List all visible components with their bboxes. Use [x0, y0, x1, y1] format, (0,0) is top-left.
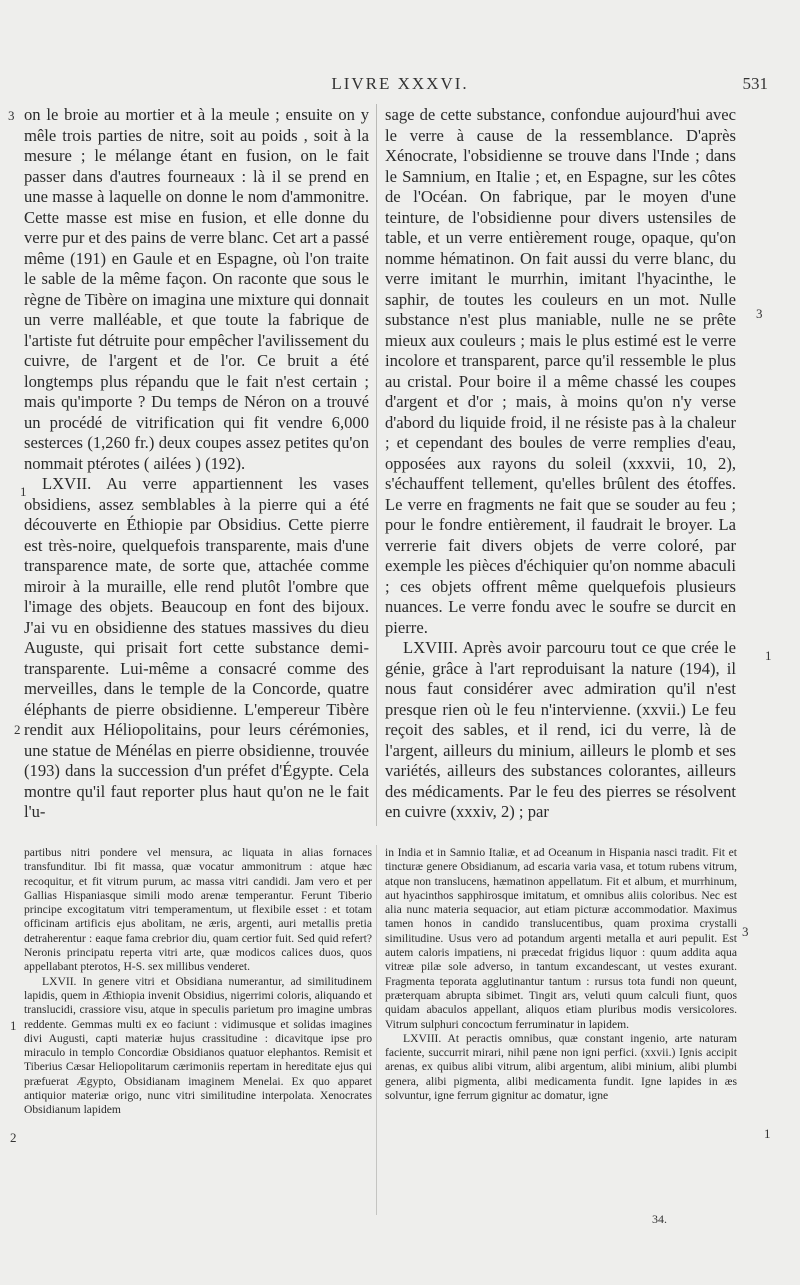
margin-number: 3 — [8, 108, 15, 123]
margin-number: 1 — [10, 1018, 17, 1033]
paragraph: LXVII. Au verre appartiennent les vases obsidiens, assez semblables à la pierre qui a été découverte en Éthiopie par Obsidius. Cette pierre est très-noire, quelquefois transparente, mais d'une transparence mate, de sorte que, attachée comme miroir à la muraille, elle rend plutôt l'ombre que l'image des objets. Beaucoup en font des bijoux. J'ai vu en obsidienne des statues massives du dieu Auguste, qui prisait fort cette substance demi-transparente. Lui-même a consacré comme des merveilles, dans le temple de la Concorde, quatre éléphants de pierre obsidienne. L'empereur Tibère rendit aux Héliopolitains, pour leurs cérémonies, une statue de Ménélas en pierre obsidienne, trouvée (193) dans la succession d'un préfet d'Égypte. Cela montre qu'il faut reporter plus haut qu'on ne le fait l'u- — [24, 474, 369, 821]
french-column-left — [24, 105, 369, 823]
column-divider — [376, 104, 377, 826]
signature-mark: 34. — [652, 1212, 667, 1226]
paragraph: LXVII. In genere vitri et Obsidiana numerantur, ad similitudinem lapidis, quem in Æthiopia invenit Obsidius, nigerrimi coloris, aliquando et translucidi, crassiore visu, atque in speculis parietum pro imagine umbras reddente. Gemmas multi ex eo faciunt : vidimusque et solidas imagines divi Augusti, capti materiæ hujus crassitudine : dicavitque ipse pro miraculo in templo Concordiæ Obsidianos quatuor elephantos. Remisit et Tiberius Cæsar Heliopolitarum cærimoniis repertam in hereditate ejus qui præfuerat Ægypto, Obsidianam imaginem Menelai. Ex quo apparet antiquior materiæ origo, nunc vitri similitudine interpolata. Xenocrates Obsidianum lapidem — [24, 974, 372, 1117]
paragraph: sage de cette substance, confondue aujourd'hui avec le verre à cause de la ressemblance. D'après Xénocrate, l'obsidienne se trouve dans l'Inde ; dans le Samnium, en Italie ; et, en Espagne, sur les côtes de l'Océan. On fabrique, par le moyen d'une teinture, de l'obsidienne pour divers ustensiles de table, et un verre entièrement rouge, opaque, qu'on nomme hématinon. On fait aussi du verre blanc, du verre imitant le murrhin, imitant l'hyacinthe, le saphir, de toutes les couleurs en un mot. Nulle substance n'est plus maniable, nulle ne se prête mieux aux couleurs ; mais le plus estimé est le verre incolore et transparent, parce qu'il ressemble le plus au cristal. Pour boire il a même chassé les coupes d'argent et d'or ; mais, à moins qu'on n'y verse d'abord du liquide froid, il ne résiste pas à la chaleur ; et cependant des boules de verre remplies d'eau, opposées aux rayons du soleil (xxxvii, 10, 2), s'échauffent tellement, qu'elles brûlent des étoffes. Le verre en fragments ne fait que se souder au feu ; pour le fondre entièrement, il faudrait le broyer. La verrerie fait divers objets de verre coloré, par exemple les pièces d'échiquier qu'on nomme abaculi ; ces objets offrent même quelquefois plusieurs nuances. Le verre fondu avec le soufre se durcit en pierre. — [385, 105, 736, 637]
running-title: LIVRE XXXVI. — [331, 74, 469, 93]
margin-number: 1 — [764, 1126, 771, 1141]
margin-number: 3 — [742, 924, 749, 939]
page-header — [0, 74, 800, 98]
margin-number: 3 — [756, 306, 763, 321]
margin-number: 1 — [20, 484, 27, 499]
latin-column-left — [24, 846, 372, 1118]
latin-column-right — [385, 846, 737, 1103]
margin-number: 1 — [765, 648, 772, 663]
margin-number: 2 — [10, 1130, 17, 1145]
french-column-right — [385, 105, 736, 823]
page-number: 531 — [742, 74, 768, 93]
column-divider-latin — [376, 845, 377, 1215]
paragraph: LXVIII. At peractis omnibus, quæ constant ingenio, arte naturam faciente, succurrit mirari, nihil pæne non igni perfici. (xxvii.) Ignis accipit arenas, ex quibus alibi vitrum, alibi argentum, alibi minium, alibi plumbi genera, alibi pigmenta, alibi medicamenta fundit. Igne lapides in æs solvuntur, igne ferrum gignitur ac domatur, igne — [385, 1031, 737, 1103]
paragraph: LXVIII. Après avoir parcouru tout ce que crée le génie, grâce à l'art reproduisant la nature (194), il nous faut considérer avec admiration qu'il n'est presque rien où le feu n'intervienne. (xxvii.) Le feu reçoit des sables, et il rend, ici du verre, là de l'argent, ailleurs du minium, ailleurs le plomb et ses variétés, ailleurs des substances colorantes, ailleurs des médicaments. Par le feu des pierres se résolvent en cuivre (xxxiv, 2) ; par — [385, 638, 736, 821]
margin-number: 2 — [14, 722, 21, 737]
paragraph: partibus nitri pondere vel mensura, ac liquata in alias fornaces transfunditur. Ibi fit massa, quæ vocatur ammonitrum : atque hæc recoquitur, et fit vitrum purum, ac massa vitri candidi. Jam vero et per Gallias Hispaniasque simili modo arenæ temperantur. Ferunt Tiberio principe excogitatum vitri temperamentum, ut flexibile esset : et totam officinam artificis ejus abolitam, ne æris, argenti, auri metallis pretia detraherentur : eaque fama crebrior diu, quam certior fuit. Sed quid refert? Neronis principatu reperta vitri arte, quæ modicos calices duos, quos appellabant pterotos, H-S. sex millibus venderet. — [24, 846, 372, 974]
paragraph: in India et in Samnio Italiæ, et ad Oceanum in Hispania nasci tradit. Fit et tincturæ genere Obsidianum, ad escaria varia vasa, et totum rubens vitrum, atque non translucens, hæmatinon appellatum. Fit et album, et murrhinum, aut hyacinthos sapphirosque imitatum, et omnibus aliis coloribus. Nec est alia nunc materia sequacior, aut etiam picturæ accommodatior. Maximus tamen honos in candido translucentibus, quam proxima crystalli similitudine. Usus vero ad potandum argenti metalla et auri pepulit. Est autem caloris impatiens, ni præcedat frigidus liquor : quum addita aqua vitreæ pilæ sole adverso, in tantum excandescant, ut vestes exurant. Fragmenta teporata agglutinantur tantum : rursus tota fundi non queunt, præterquam abrupta sibimet. Tingit ars, veluti quum calculi fiunt, quos quidam abaculos appellant, aliquos etiam pluribus modis versicolores. Vitrum sulphuri concoctum ferruminatur in lapidem. — [385, 846, 737, 1031]
paragraph: on le broie au mortier et à la meule ; ensuite on y mêle trois parties de nitre, soit au poids , soit à la mesure ; le mélange étant en fusion, on le fait passer dans d'autres fourneaux : là il se prend en une masse à laquelle on donne le nom d'ammonitre. Cette masse est mise en fusion, et elle donne du verre pur et des pains de verre blanc. Cet art a passé même (191) en Gaule et en Espagne, où l'on traite le sable de la même façon. On raconte que sous le règne de Tibère on imagina une mixture qui donnait un verre malléable, et que toute la fabrique de l'artiste fut détruite pour empêcher l'avilissement du cuivre, de l'argent et de l'or. Ce bruit a été longtemps plus répandu que le fait n'est certain ; mais qu'importe ? Du temps de Néron on a trouvé un procédé de vitrification qui fit vendre 6,000 sesterces (1,260 fr.) deux coupes assez petites qu'on nommait ptérotes ( ailées ) (192). — [24, 105, 369, 473]
